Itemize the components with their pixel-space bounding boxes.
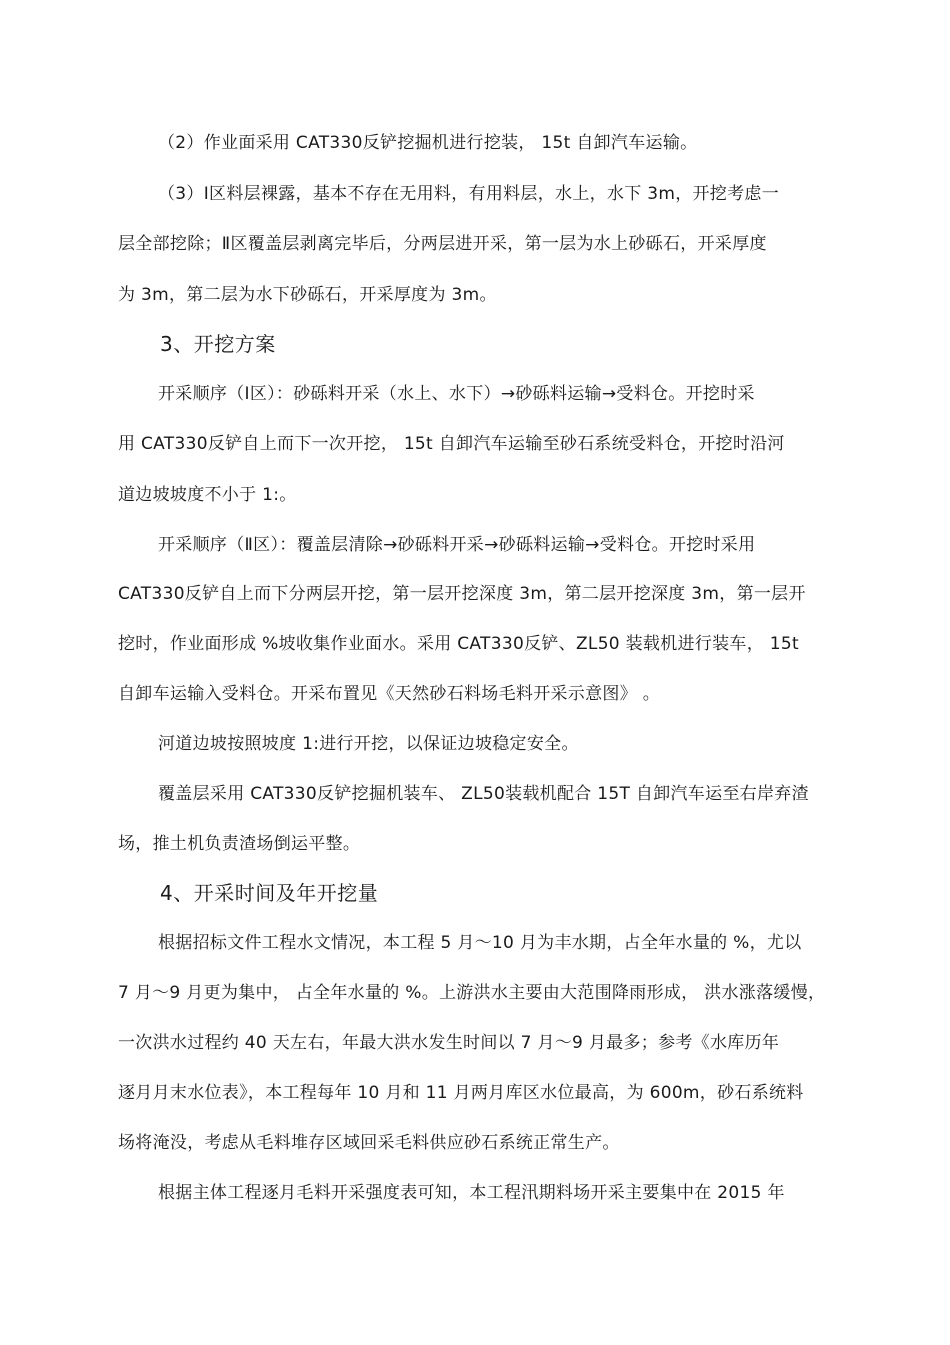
paragraph-line: （3）Ⅰ区料层裸露，基本不存在无用料，有用料层，水上，水下 3m，开挖考虑一 — [158, 184, 780, 204]
paragraph-line: CAT330反铲自上而下分两层开挖，第一层开挖深度 3m，第二层开挖深度 3m，第一层开 — [118, 584, 806, 604]
paragraph-line: 根据主体工程逐月毛料开采强度表可知，本工程汛期料场开采主要集中在 2015 年 — [158, 1183, 785, 1203]
paragraph-line: 开采顺序（Ⅰ区）：砂砾料开采（水上、水下）→砂砾料运输→受料仓。开挖时采 — [158, 384, 755, 404]
paragraph-line: 覆盖层采用 CAT330反铲挖掘机装车、 ZL50装载机配合 15T 自卸汽车运至右岸弃渣 — [158, 784, 809, 804]
paragraph-line: 挖时，作业面形成 %坡收集作业面水。采用 CAT330反铲、ZL50 装载机进行装车， 15t — [118, 634, 799, 654]
paragraph-line: 开采顺序（Ⅱ区）：覆盖层清除→砂砾料开采→砂砾料运输→受料仓。开挖时采用 — [158, 535, 756, 555]
paragraph-line: 道边坡坡度不小于 1:。 — [118, 485, 297, 505]
paragraph-line: （2）作业面采用 CAT330反铲挖掘机进行挖装， 15t 自卸汽车运输。 — [158, 133, 698, 153]
paragraph-line: 逐月月末水位表》，本工程每年 10 月和 11 月两月库区水位最高，为 600m，砂石系统料 — [118, 1083, 804, 1103]
paragraph-line: 层全部挖除；Ⅱ区覆盖层剥离完毕后，分两层进开采，第一层为水上砂砾石，开采厚度 — [118, 234, 767, 254]
paragraph-line: 一次洪水过程约 40 天左右，年最大洪水发生时间以 7 月～9 月最多；参考《水库历年 — [118, 1033, 780, 1053]
paragraph-line: 7 月～9 月更为集中， 占全年水量的 %。上游洪水主要由大范围降雨形成， 洪水涨落缓慢， — [118, 983, 826, 1003]
paragraph-line: 场，推土机负责渣场倒运平整。 — [118, 834, 361, 854]
paragraph-line: 场将淹没，考虑从毛料堆存区域回采毛料供应砂石系统正常生产。 — [118, 1133, 620, 1153]
paragraph-line: 用 CAT330反铲自上而下一次开挖， 15t 自卸汽车运输至砂石系统受料仓，开挖时沿河 — [118, 434, 785, 454]
paragraph-line: 为 3m，第二层为水下砂砾石，开采厚度为 3m。 — [118, 285, 497, 305]
section-heading-excavation-plan: 3、开挖方案 — [160, 332, 276, 356]
paragraph-line: 自卸车运输入受料仓。开采布置见《天然砂石料场毛料开采示意图》 。 — [118, 684, 661, 704]
section-heading-mining-time: 4、开采时间及年开挖量 — [160, 881, 379, 905]
paragraph-line: 根据招标文件工程水文情况，本工程 5 月～10 月为丰水期，占全年水量的 %，尤以 — [158, 933, 802, 953]
paragraph-line: 河道边坡按照坡度 1:进行开挖，以保证边坡稳定安全。 — [158, 734, 579, 754]
